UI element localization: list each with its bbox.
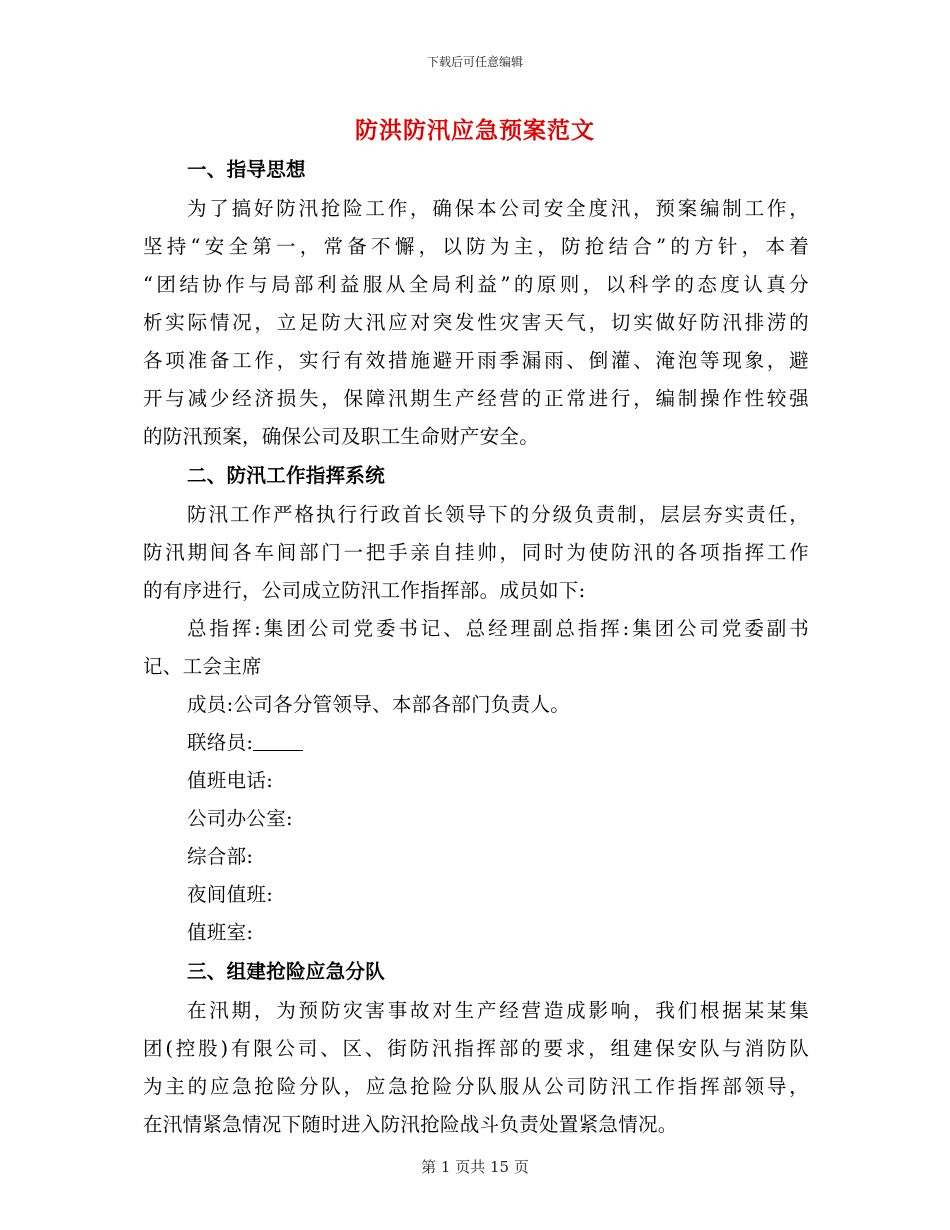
document-body [143, 150, 809, 1144]
section-heading: 二、防汛工作指挥系统 [187, 464, 386, 487]
liaison-blank [253, 730, 303, 751]
paragraph-line: 团(控股)有限公司、区、街防汛指挥部的要求，组建保安队与消防队 [143, 1037, 809, 1060]
liaison-label: 联络员: [187, 731, 254, 754]
page-header: 下载后可任意编辑 [426, 55, 523, 69]
paragraph-line: 坚持“安全第一，常备不懈，以防为主，防抢结合”的方针，本着 [143, 235, 809, 258]
document-title: 防洪防汛应急预案范文 [355, 117, 595, 144]
contact-item: 公司办公室: [187, 807, 293, 830]
contact-item: 综合部: [187, 845, 254, 868]
paragraph-line: 记、工会主席 [143, 655, 262, 678]
paragraph-line: 成员:公司各分管领导、本部各部门负责人。 [187, 693, 571, 716]
section-heading: 三、组建抢险应急分队 [187, 960, 386, 983]
paragraph-line: 为主的应急抢险分队，应急抢险分队服从公司防汛工作指挥部领导， [143, 1075, 809, 1098]
paragraph-line: 在汛期，为预防灾害事故对生产经营造成影响，我们根据某某集 [187, 999, 809, 1022]
liaison-line [143, 724, 809, 762]
paragraph-line: 总指挥:集团公司党委书记、总经理副总指挥:集团公司党委副书 [187, 617, 809, 640]
paragraph-line: 各项准备工作，实行有效措施避开雨季漏雨、倒灌、淹泡等现象，避 [143, 349, 809, 372]
paragraph-line: 为了搞好防汛抢险工作，确保本公司安全度汛，预案编制工作， [187, 197, 809, 220]
paragraph-line: 在汛情紧急情况下随时进入防汛抢险战斗负责处置紧急情况。 [143, 1113, 678, 1136]
paragraph-line: 防汛工作严格执行行政首长领导下的分级负责制，层层夯实责任， [187, 503, 809, 526]
paragraph-line: 的有序进行，公司成立防汛工作指挥部。成员如下: [143, 579, 586, 602]
paragraph-line: 的防汛预案，确保公司及职工生命财产安全。 [143, 425, 540, 448]
paragraph-line: 开与减少经济损失，保障汛期生产经营的正常进行，编制操作性较强 [143, 387, 809, 410]
paragraph-line: 析实际情况，立足防大汛应对突发性灾害天气，切实做好防汛排涝的 [143, 311, 809, 334]
contact-item: 夜间值班: [187, 883, 274, 906]
paragraph-line: 防汛期间各车间部门一把手亲自挂帅，同时为使防汛的各项指挥工作 [143, 541, 809, 564]
paragraph-line: “团结协作与局部利益服从全局利益”的原则，以科学的态度认真分 [143, 273, 809, 296]
page-footer: 第 1 页共 15 页 [421, 1158, 529, 1176]
contact-item: 值班室: [187, 921, 254, 944]
contact-item: 值班电话: [187, 769, 274, 792]
section-heading: 一、指导思想 [187, 158, 306, 181]
